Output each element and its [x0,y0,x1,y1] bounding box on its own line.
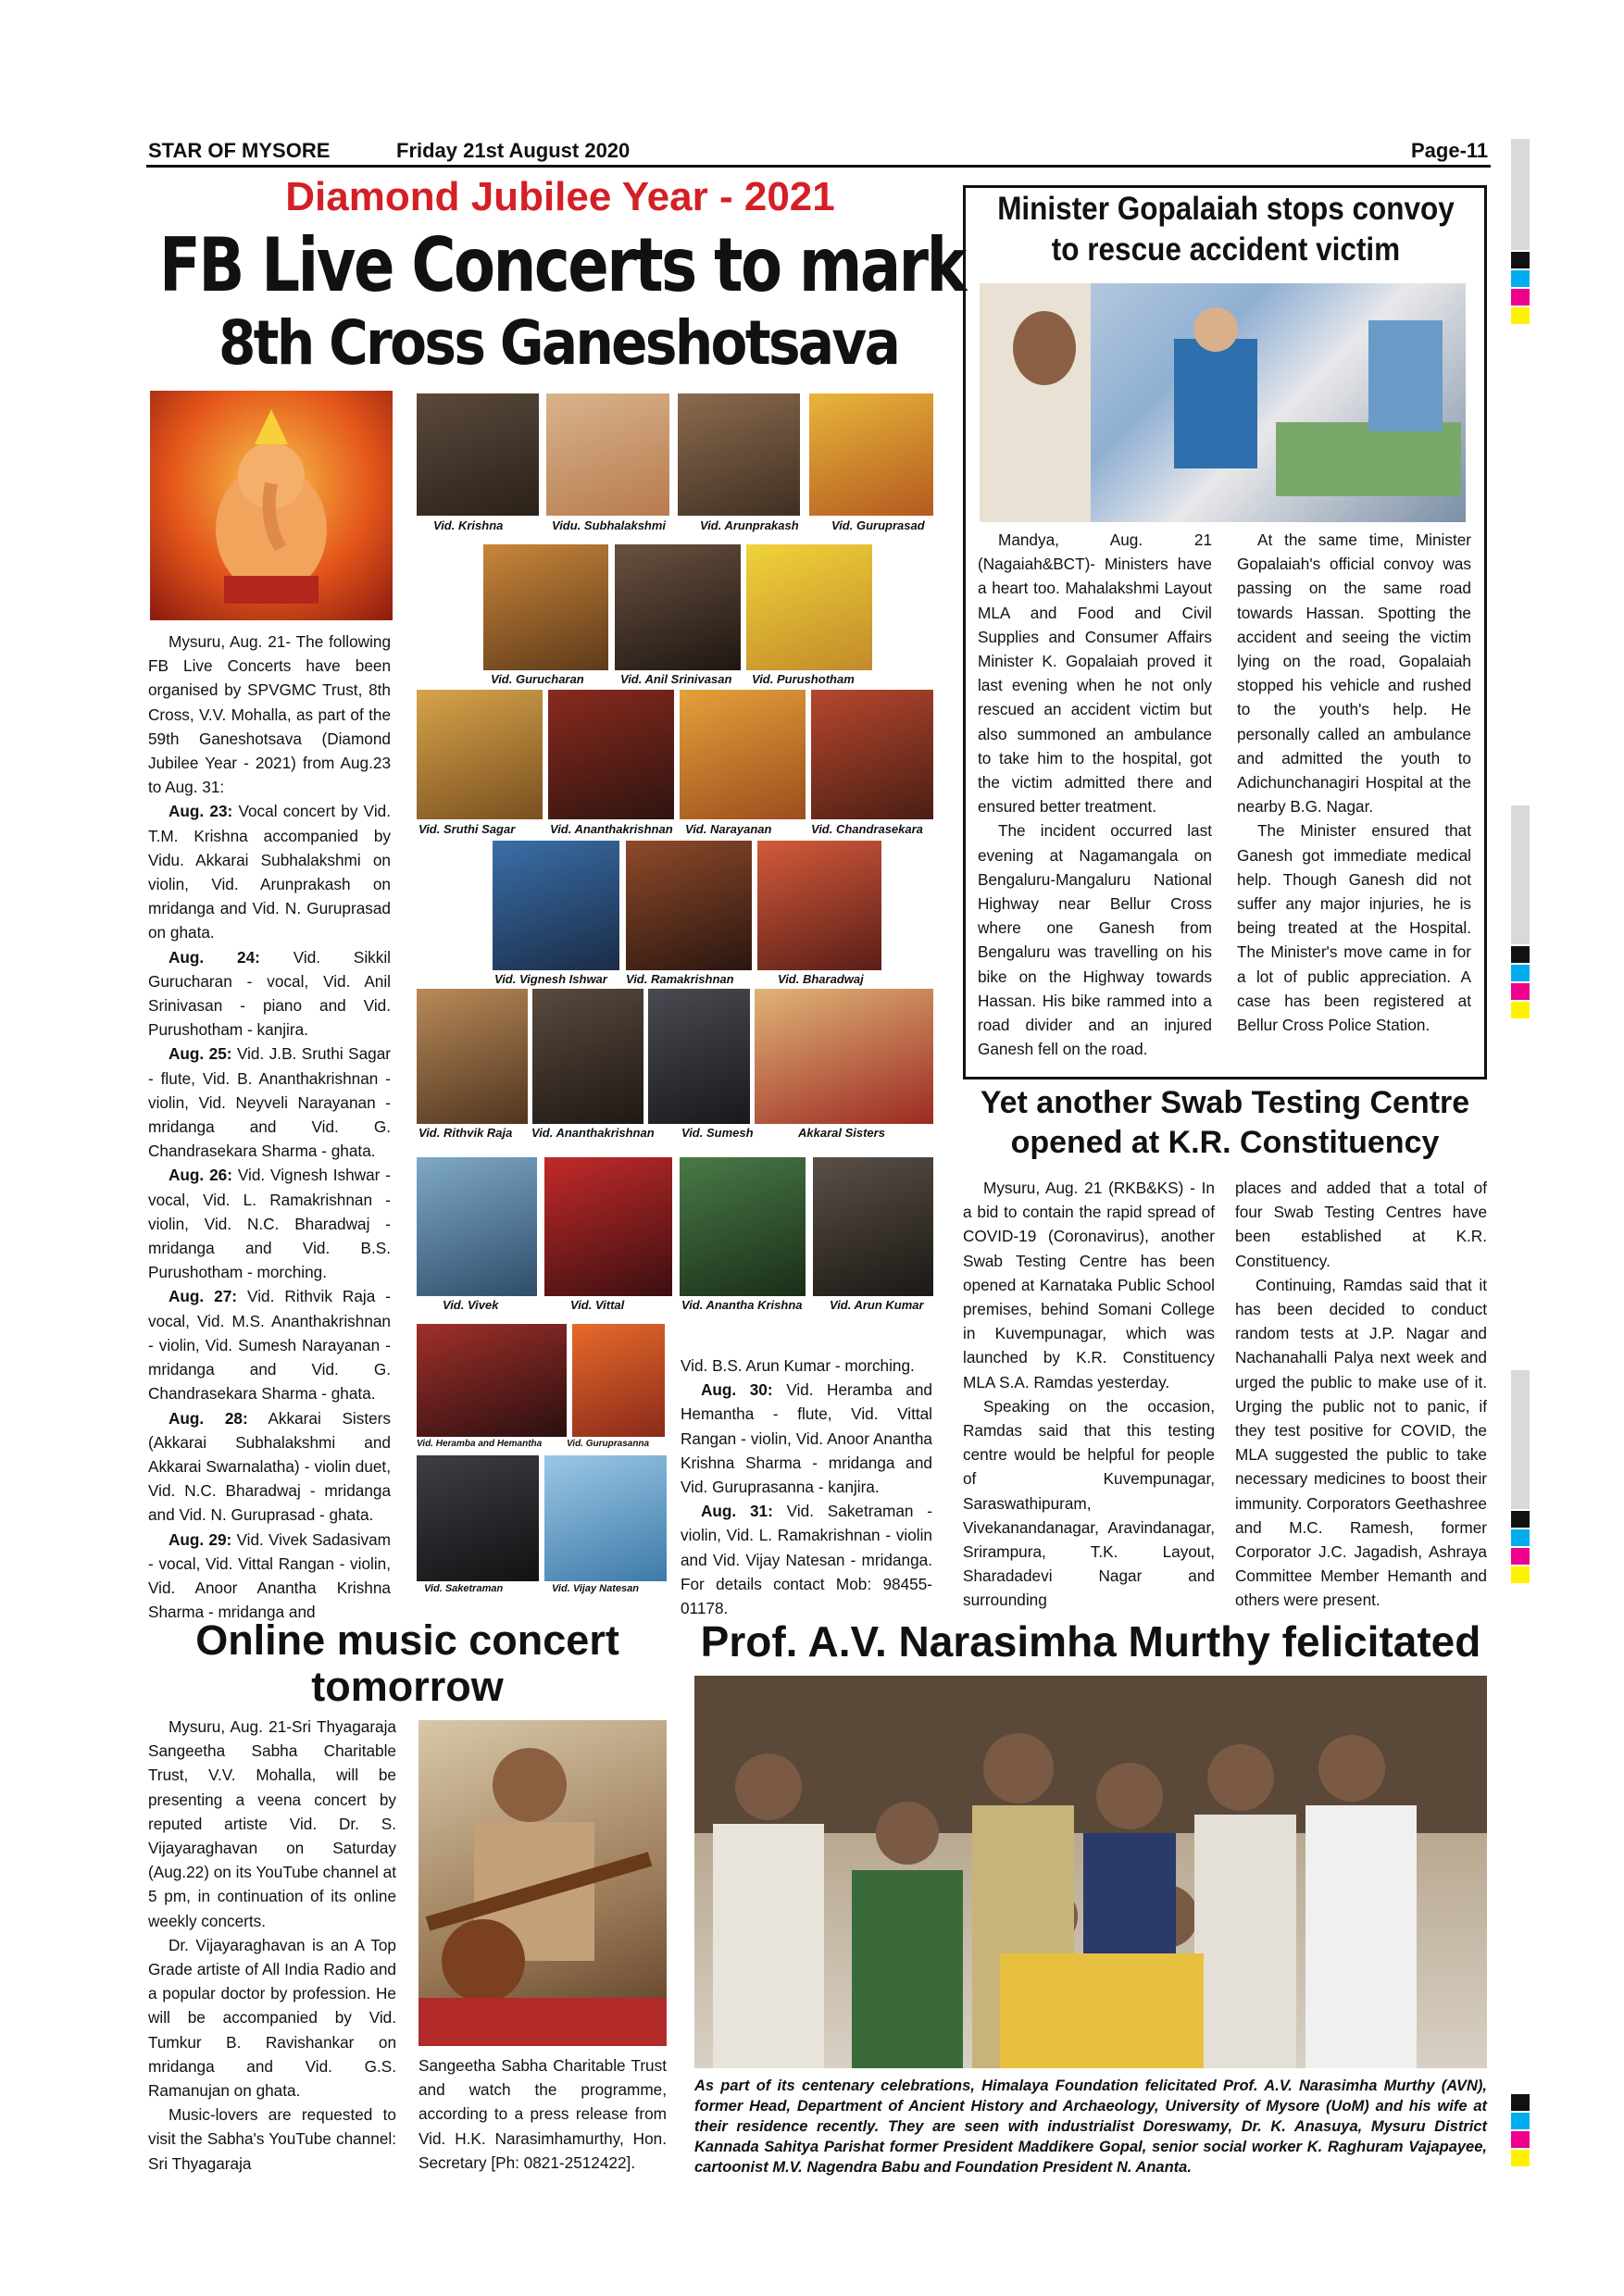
online-col-2: Sangeetha Sabha Charitable Trust and watch the programme, according to a press release from Vid. H.K. Narasimhamurthy, Hon. Secretary [Ph: 0821-2512422]. [418,2056,667,2172]
minister-headline-line1: Minister Gopalaiah stops convoy [997,191,1455,227]
prof-headline: Prof. A.V. Narasimha Murthy felicitated [700,1617,1481,1666]
fb-item-1: Aug. 23: Vocal concert by Vid. T.M. Krishna accompanied by Vidu. Akkarai Subhalakshmi on violin, Vid. Arunprakash on mridanga and Vid. N. Guruprasad on ghata. [148,802,391,942]
header-rule [146,165,1491,168]
photo-vittal [544,1157,672,1296]
photo-gurucharan [483,544,608,670]
caption: Vid. Anantha Krishna [681,1298,803,1312]
minister-col-2: At the same time, Minister Gopalaiah's official convoy was passing on the same road towards Hassan. Spotting the accident and seeing the victim lying on the road, Gopalaiah stopped his vehicle and rushed to the youth's help. He personally called an ambulance and admitted the youth to Adichunchanagiri Hospital at the nearby B.G. Nagar. The Minister ensured that Ganesh got immediate medical help. Though Ganesh did not suffer any major injuries, he is being treated at the Hospital. The Minister's move came in for a lot of public appreciation. A case has been registered at Bellur Cross Police Station. [1237,530,1471,1035]
photo-ananthakrishnan [548,690,674,819]
page-number: Page-11 [1411,139,1489,162]
swab-col-1: Mysuru, Aug. 21 (RKB&KS) - In a bid to contain the rapid spread of COVID-19 (Coronavirus), another Swab Testing Centre has been opened at Karnataka Public School premises, behind Somani College in Kuvempunagar, which was launched by K.R. Constituency MLA S.A. Ramdas yesterday. Speaking on the occasion, Ramdas said that this testing centre would be helpful for people of Kuvempunagar, Saraswathipuram, Vivekanandanagar, Aravindanagar, Srirampura, T.K. Layout, Sharadadevi Nagar and surrounding [963,1179,1215,1610]
photo-sumesh [648,989,750,1124]
photo-heramba-hemantha [417,1324,567,1437]
photo-krishna [417,393,539,516]
caption: Vid. Krishna [433,518,504,532]
fb-item-6: Aug. 28: Akkarai Sisters (Akkarai Subhalakshmi and Akkarai Swarnalatha) - violin duet, Vid. N.C. Bharadwaj - mridanga and Vid. N. Guruprasad - ghata. [148,1408,391,1525]
fb-item-4: Aug. 26: Vid. Vignesh Ishwar - vocal, Vid. L. Ramakrishnan - violin, Vid. N.C. Bharadwaj - mridanga and Vid. B.S. Purushotham - morching. [148,1166,391,1282]
fb-item-2: Aug. 24: Vid. Sikkil Gurucharan - vocal, Vid. Anil Srinivasan - piano and Vid. Purushotham - kanjira. [148,947,391,1040]
photo-ramakrishnan [626,841,752,970]
fb-item-7: Aug. 29: Vid. Vivek Sadasivam - vocal, Vid. Vittal Rangan - violin, Vid. Anoor Anantha Krishna Sharma - mridanga and [148,1529,391,1622]
headline-line2: 8th Cross Ganeshotsava [219,307,899,379]
masthead: STAR OF MYSORE [148,139,331,162]
swab-headline-line1: Yet another Swab Testing Centre [980,1085,1470,1120]
caption: Vid. Sumesh [681,1126,754,1140]
ganesha-image [150,391,393,620]
photo-narayanan [680,690,806,819]
caption: Vid. Chandrasekara [811,822,923,836]
fb-intro: Mysuru, Aug. 21- The following FB Live Concerts have been organised by SPVGMC Trust, 8th Cross, V.V. Mohalla, as part of the 59th Ganeshotsava (Diamond Jubilee Year - 2021) from Aug.23 to Aug. 31: [148,632,391,797]
felicitation-group-photo [694,1676,1487,2068]
fb-story-column [148,630,391,1622]
photo-sruthi-sagar [417,690,543,819]
photo-anil-srinivasan [615,544,741,670]
minister-headline-line2: to rescue accident victim [1051,231,1401,268]
swab-headline-line2: opened at K.R. Constituency [1010,1125,1440,1160]
photo-vignesh-ishwar [493,841,619,970]
caption: Vid. Heramba and Hemantha [417,1439,543,1449]
caption: Vidu. Subhalakshmi [552,518,667,532]
caption: Vid. Arunprakash [700,518,799,532]
caption: Vid. Rithvik Raja [418,1126,513,1140]
photo-saketraman [417,1455,539,1581]
caption: Vid. Guruprasanna [567,1439,650,1449]
photo-rithvik-raja [417,989,528,1124]
photo-ananthakrishnan-2 [532,989,643,1124]
fb-item-3: Aug. 25: Vid. J.B. Sruthi Sagar - flute, Vid. B. Ananthakrishnan - violin, Vid. Neyveli Narayanan - mridanga and Vid. G. Chandrasekara Sharma - ghata. [148,1044,391,1161]
caption: Vid. Vijay Natesan [552,1583,639,1594]
photo-chandrasekara [811,690,933,819]
caption: Vid. Bharadwaj [778,972,864,986]
photo-purushotham [746,544,872,670]
caption: Vid. Anil Srinivasan [620,672,732,686]
photo-subhalakshmi [546,393,669,516]
fb-item-8: Aug. 30: Vid. Heramba and Hemantha - flute, Vid. Vittal Rangan - violin, Vid. Anoor Anantha Krishna Sharma - mridanga and Vid. Guruprasanna - kanjira. [681,1380,932,1497]
veena-photo [418,1720,667,2046]
caption: Vid. Ananthakrishnan [550,822,673,836]
caption: Vid. Ananthakrishnan [531,1126,655,1140]
caption: Vid. Purushotham [752,672,855,686]
photo-akkarai-sisters [755,989,933,1124]
online-col-1: Mysuru, Aug. 21-Sri Thyagaraja Sangeetha Sabha Charitable Trust, V.V. Mohalla, will be presenting a veena concert by reputed artiste Vid. Dr. S. Vijayaraghavan on Saturday (Aug.22) on its YouTube channel at 5 pm, in continuation of its online weekly concerts. Dr. Vijayaraghavan is an A Top Grade artiste of All India Radio and a popular doctor by profession. He will be accompanied by Vid. Tumkur B. Ravishankar on mridanga and Vid. G.S. Ramanujan on ghata. Music-lovers are requested to visit the Sabha's YouTube channel: Sri Thyagaraja [148,1717,396,2173]
caption: Vid. Narayanan [685,822,772,836]
caption: Vid. Arun Kumar [830,1298,924,1312]
caption: Vid. Gurucharan [491,672,584,686]
photo-guruprasanna [572,1324,665,1437]
kicker: Diamond Jubilee Year - 2021 [285,174,835,219]
caption: Vid. Guruprasad [831,518,925,532]
fb-item-9: Aug. 31: Vid. Saketraman - violin, Vid. L. Ramakrishnan - violin and Vid. Vijay Natesan - mridanga. For details contact Mob: 98455- 01178. [681,1502,932,1618]
photo-arunprakash [678,393,800,516]
photo-anantha-krishna [680,1157,806,1296]
caption: Vid. Vittal [570,1298,625,1312]
caption: Vid. Saketraman [424,1583,504,1594]
online-headline-line1: Online music concert [195,1616,619,1664]
headline-line1: FB Live Concerts to mark [159,222,965,308]
caption: Vid. Sruthi Sagar [418,822,516,836]
photo-guruprasad [809,393,933,516]
photo-arun-kumar [813,1157,933,1296]
photo-bharadwaj [757,841,881,970]
fb-item-5: Aug. 27: Vid. Rithvik Raja - vocal, Vid. M.S. Ananthakrishnan - violin, Vid. Sumesh Narayanan - mridanga and Vid. G. Chandrasekara Sharma - ghata. [148,1287,391,1404]
fb-story-continuation [681,1354,932,1618]
minister-col-1: Mandya, Aug. 21 (Nagaiah&BCT)- Ministers have a heart too. Mahalakshmi Layout MLA and Food and Civil Supplies and Consumer Affairs Minister K. Gopalaiah proved it last evening when he not only rescued an accident victim but also summoned an ambulance to take him to the hospital, got the victim admitted there and ensured better treatment. The incident occurred last evening at Nagamangala on Bengaluru-Mangaluru National Highway near Bellur Cross where one Ganesh from Bengaluru was travelling on his bike on the Highway towards Hassan. His bike rammed into a road divider and an injured Ganesh fell on the road. [978,530,1212,1059]
fb-cont-lead: Vid. B.S. Arun Kumar - morching. [681,1356,915,1375]
caption: Vid. Vignesh Ishwar [494,972,607,986]
swab-col-2: places and added that a total of four Swab Testing Centres have been established at K.R. Constituency. Continuing, Ramdas said that it has been decided to conduct random tests at J.P. Nagar and Nachanahalli Palya next week and urged the public to make use of it. Urging the public not to panic, if they test positive for COVID, the MLA suggested the public to take necessary medicines to boost their immunity. Corporators Geethashree and M.C. Ramesh, former Corporator J.C. Jagadish, Ashraya Committee Member Hemanth and others were present. [1235,1179,1487,1610]
photo-vivek [417,1157,537,1296]
caption: Vid. Vivek [443,1298,499,1312]
photo-vijay-natesan [544,1455,667,1581]
caption: Vid. Ramakrishnan [626,972,734,986]
prof-photo-caption: As part of its centenary celebrations, Himalaya Foundation felicitated Prof. A.V. Narasimha Murthy (AVN), former Head, Department of Ancient History and Archaeology, University of Mysore (UoM) and his wife at their residence recently. They are seen with industrialist Doreswamy, Dr. K. Anasuya, Mysuru District Kannada Sahitya Parishat former President Maddikere Gopal, senior social worker K. Raghuram Vajapayee, cartoonist M.V. Nagendra Babu and Foundation President N. Ananta. [694,2078,1487,2176]
issue-date: Friday 21st August 2020 [396,139,631,162]
minister-hospital-photo [980,283,1466,522]
online-headline-line2: tomorrow [311,1663,504,1710]
caption: Akkaral Sisters [798,1126,885,1140]
